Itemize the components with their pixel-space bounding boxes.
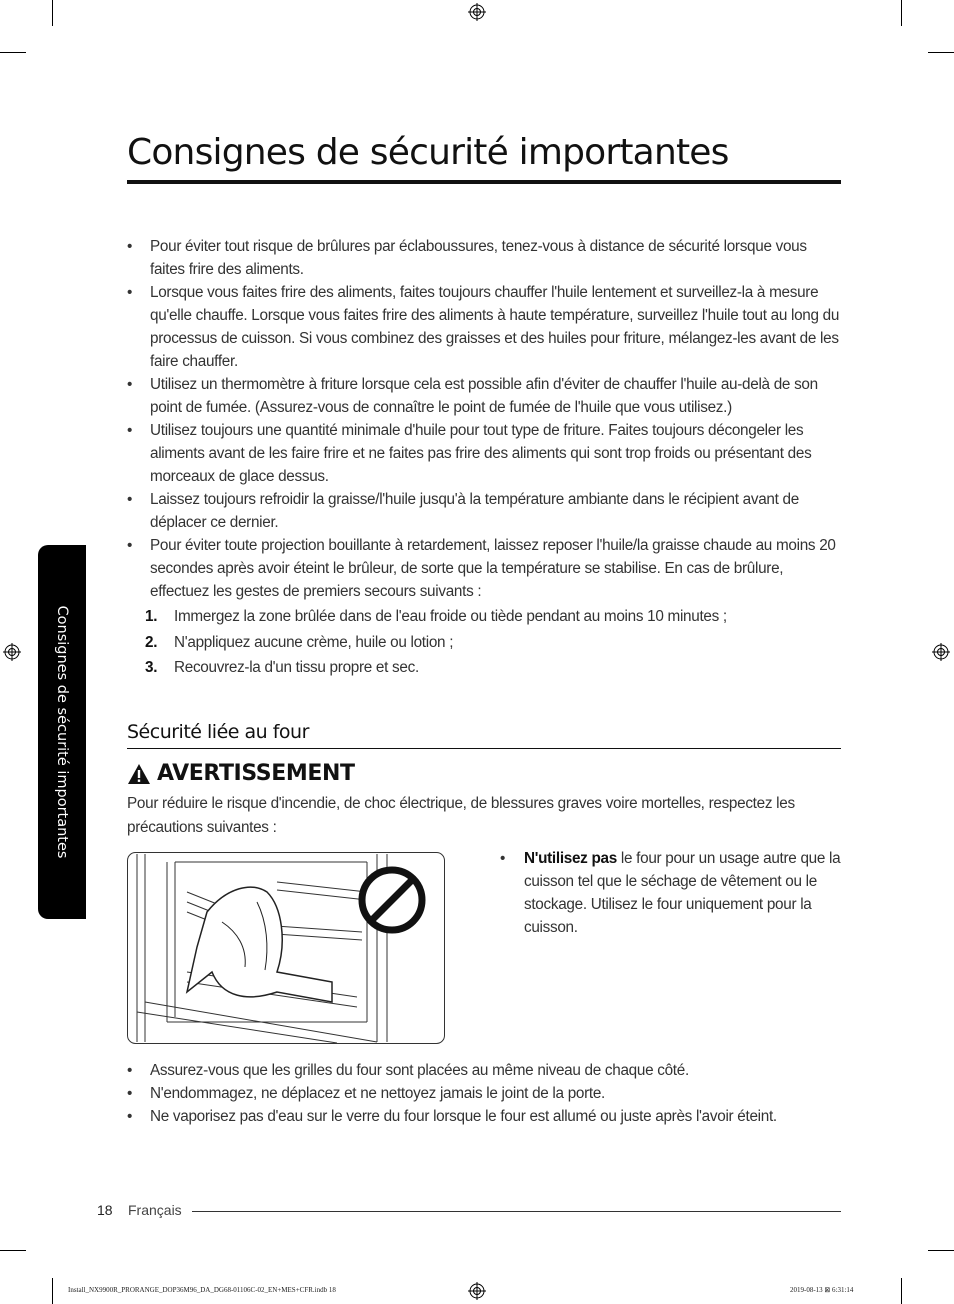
section-divider	[127, 748, 841, 749]
list-item: • Ne vaporisez pas d'eau sur le verre du four lorsque le four est allumé ou juste après l'avoir éteint.	[127, 1105, 843, 1128]
list-item: • Pour éviter tout risque de brûlures par éclaboussures, tenez-vous à distance de sécurité lorsque vous faites frire des aliments.	[127, 235, 843, 281]
list-item: • Laissez toujours refroidir la graisse/l'huile jusqu'à la température ambiante dans le récipient avant de déplacer ce dernier.	[127, 488, 843, 534]
crop-mark	[52, 1278, 53, 1304]
list-item: • Assurez-vous que les grilles du four sont placées au même niveau de chaque côté.	[127, 1059, 843, 1082]
list-item: • Lorsque vous faites frire des aliments, faites toujours chauffer l'huile lentement et surveillez-la à mesure qu'elle chauffe. Lorsque vous faites frire des aliments à haute température, surveillez l'huile tout au long du processus de cuisson. Si vous combinez des graisses et des huiles pour friture, mélangez-les avant de les faire chauffer.	[127, 281, 843, 373]
footer-rule	[192, 1211, 841, 1212]
registration-mark-icon	[932, 643, 950, 661]
side-tab	[38, 545, 86, 919]
crop-mark	[52, 0, 53, 26]
crop-mark	[0, 1250, 26, 1251]
list-item	[145, 604, 845, 630]
warning-triangle-icon	[127, 763, 151, 785]
bullet-text: le four pour un usage autre que la cuisson tel que le séchage de vêtement ou le stockage. Utilisez le four uniquement pour la cuisson.	[524, 850, 841, 936]
list-item: • N'endommagez, ne déplacez et ne nettoyez jamais le joint de la porte.	[127, 1082, 843, 1105]
crop-mark	[928, 1250, 954, 1251]
title-underline	[127, 180, 841, 184]
registration-mark-icon	[468, 3, 486, 21]
print-slug-date: 2019-08-13 ⊠ 6:31:14	[790, 1286, 854, 1294]
list-item: • Pour éviter toute projection bouillante à retardement, laissez reposer l'huile/la graisse chaude au moins 20 secondes après avoir éteint le brûleur, de sorte que la température se stabilise. En cas de brûlure, effectuez les gestes de premiers secours suivants :	[127, 534, 843, 603]
warning-header	[127, 761, 355, 786]
section-heading: Sécurité liée au four	[127, 721, 309, 743]
warning-text: Pour réduire le risque d'incendie, de choc électrique, de blessures graves voire mortelles, respectez les précautions suivantes :	[127, 795, 795, 836]
step-number: 2.	[145, 633, 158, 651]
warning-label: AVERTISSEMENT	[157, 761, 355, 786]
step-number: 3.	[145, 659, 158, 676]
crop-mark	[0, 52, 26, 53]
emphasis-text: N'utilisez pas	[524, 850, 617, 867]
step-text: Recouvrez-la d'un tissu propre et sec.	[174, 659, 419, 676]
frying-safety-list	[127, 235, 843, 603]
side-tab-label: Consignes de sécurité importantes	[54, 605, 70, 859]
oven-clothes-prohibited-illustration	[127, 852, 445, 1044]
list-item: • Utilisez un thermomètre à friture lorsque cela est possible afin d'éviter de chauffer l'huile au-delà de son point de fumée. (Assurez-vous de connaître le point de fumée de l'huile que vous utilisez.)	[127, 373, 843, 419]
page-number: 18	[97, 1202, 113, 1218]
registration-mark-icon	[3, 643, 21, 661]
footer-language: Français	[128, 1202, 182, 1218]
registration-mark-icon	[468, 1282, 486, 1300]
first-aid-steps	[145, 604, 845, 681]
crop-mark	[901, 1278, 902, 1304]
list-item	[145, 655, 845, 681]
oven-care-list	[127, 1059, 843, 1128]
oven-use-bullet	[500, 847, 845, 939]
crop-mark	[901, 0, 902, 26]
step-text: Immergez la zone brûlée dans de l'eau froide ou tiède pendant au moins 10 minutes ;	[174, 608, 727, 625]
step-number: 1.	[145, 608, 158, 625]
list-item: • Utilisez toujours une quantité minimale d'huile pour tout type de friture. Faites toujours décongeler les aliments avant de les faire frire et ne faites pas frire des aliments qui sont trop froids ou présentant des morceaux de glace dessus.	[127, 419, 843, 488]
step-text: N'appliquez aucune crème, huile ou lotion ;	[174, 633, 454, 651]
crop-mark	[928, 52, 954, 53]
page-title: Consignes de sécurité importantes	[127, 132, 729, 173]
list-item	[145, 630, 845, 656]
list-item	[500, 847, 845, 939]
print-slug-file: Install_NX9900R_PRORANGE_DOP36M96_DA_DG68-01106C-02_EN+MES+CFR.indb 18	[68, 1286, 336, 1294]
